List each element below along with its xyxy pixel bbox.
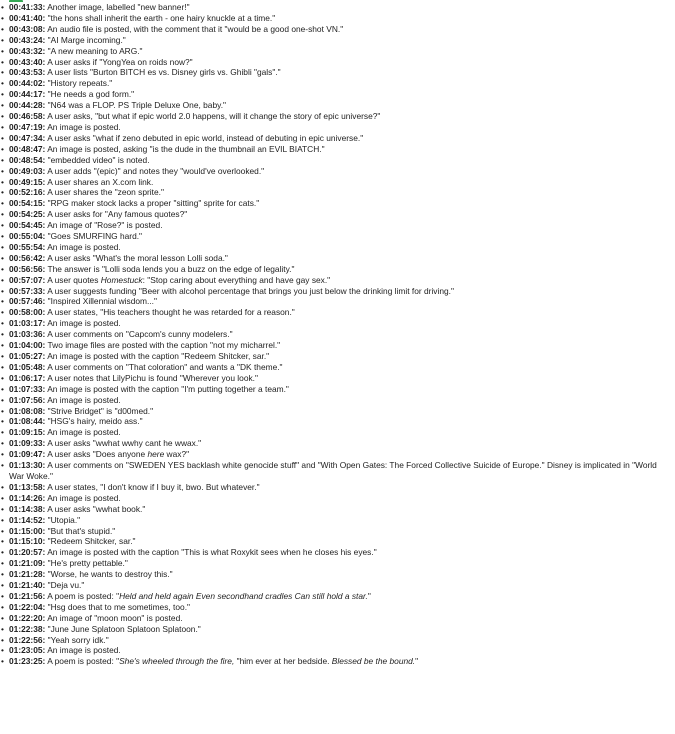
entry-text: " [367, 590, 371, 601]
timestamp: 01:07:33: [9, 383, 46, 394]
entry-text: A user shares the "zeon sprite." [45, 187, 164, 198]
entry-text: A poem is posted: " [45, 590, 120, 601]
entry-emphasis: Blessed be the bound. [331, 656, 416, 667]
log-entry [5, 296, 669, 307]
timestamp: 00:43:32: [9, 45, 46, 56]
entry-text: A user lists "Burton BITCH es vs. Disney girls vs. Ghibli "gals"." [45, 67, 281, 78]
log-entry [5, 187, 669, 198]
entry-text: An image of "Rose?" is posted. [45, 220, 163, 231]
entry-text: " [415, 656, 419, 667]
timestamp: 01:22:20: [9, 612, 46, 623]
log-entry [5, 449, 669, 460]
entry-text: An image is posted with the caption "This is what Roxykit sees when he closes his eyes." [45, 547, 377, 558]
timestamp: 01:20:57: [9, 547, 46, 558]
entry-text: "He needs a god form." [45, 89, 135, 100]
timestamp: 00:47:34: [9, 132, 46, 143]
timestamp: 00:41:33: [9, 2, 46, 12]
log-entry [5, 2, 669, 13]
timestamp: 01:23:05: [9, 645, 46, 656]
entry-text: A poem is posted: " [45, 656, 120, 667]
entry-emphasis: here [147, 449, 165, 460]
entry-text: "He's pretty pettable." [45, 558, 128, 569]
entry-text: A user asks if "YongYea on roids now?" [45, 56, 193, 67]
log-entry [5, 46, 669, 57]
entry-text: "HSG's hairy, meido ass." [45, 416, 143, 427]
timestamp: 01:21:56: [9, 590, 46, 601]
log-entry [5, 362, 669, 373]
log-entry [5, 78, 669, 89]
timestamp: 01:15:10: [9, 536, 46, 547]
entry-text: An image is posted. [45, 318, 121, 329]
entry-text: A user asks "Does anyone [45, 449, 148, 460]
entry-text: An image is posted. [45, 427, 121, 438]
timestamp: 00:49:03: [9, 165, 46, 176]
log-entry [5, 569, 669, 580]
log-entry [5, 89, 669, 100]
log-entry [5, 482, 669, 493]
entry-text: A user comments on "Capcom's cunny modelers." [45, 329, 233, 340]
log-entry [5, 318, 669, 329]
timestamp: 01:22:38: [9, 623, 46, 634]
timestamp: 01:07:56: [9, 394, 46, 405]
timestamp: 00:57:33: [9, 285, 46, 296]
timestamp: 01:09:15: [9, 427, 46, 438]
log-entry [5, 547, 669, 558]
log-entry [5, 286, 669, 297]
log-entry [5, 177, 669, 188]
log-entry [5, 406, 669, 417]
timestamp: 01:23:25: [9, 656, 46, 667]
timestamp: 01:21:40: [9, 580, 46, 591]
log-entry [5, 155, 669, 166]
timestamp: 00:54:45: [9, 220, 46, 231]
entry-text: A user asks "What's the moral lesson Lolli soda." [45, 252, 228, 263]
log-entry [5, 656, 669, 667]
timestamp: 01:04:00: [9, 340, 46, 351]
timestamp: 00:55:04: [9, 231, 46, 242]
log-entry [5, 416, 669, 427]
timestamp: 01:21:09: [9, 558, 46, 569]
entry-emphasis: She's wheeled through the fire, [119, 656, 235, 667]
timestamp: 01:09:47: [9, 449, 46, 460]
entry-text: The answer is "Lolli soda lends you a buzz on the edge of legality." [45, 263, 295, 274]
log-entry [5, 166, 669, 177]
log-entry [5, 242, 669, 253]
entry-text: A user comments on "SWEDEN YES backlash white genocide stuff" and "With Open Gates: The Forced Collective Suicide of Europe." Disney is implicated in "World War Woke." [9, 460, 657, 481]
timestamp: 00:44:02: [9, 78, 46, 89]
entry-text: A user states, "I don't know if I buy it, bwo. But whatever." [45, 481, 260, 492]
entry-text: "A new meaning to ARG." [45, 45, 143, 56]
entry-text: A user shares an X.com link. [45, 176, 154, 187]
timestamp: 00:48:47: [9, 143, 46, 154]
timestamp: 00:41:40: [9, 12, 46, 23]
timestamp: 00:49:15: [9, 176, 46, 187]
entry-text: "Hsg does that to me sometimes, too." [45, 601, 190, 612]
entry-text: "June June Splatoon Splatoon Splatoon." [45, 623, 201, 634]
log-entry [5, 231, 669, 242]
entry-text: An image of "moon moon" is posted. [45, 612, 183, 623]
entry-text: An image is posted. [45, 241, 121, 252]
entry-text: A user asks for "Any famous quotes?" [45, 209, 188, 220]
entry-text: : "Stop caring about everything and have gay sex." [142, 274, 331, 285]
timestamp: 01:08:08: [9, 405, 46, 416]
log-entry [5, 536, 669, 547]
log-entry [5, 591, 669, 602]
chat-log-list [5, 1, 669, 667]
log-entry [5, 220, 669, 231]
timestamp: 00:47:19: [9, 121, 46, 132]
log-entry [5, 373, 669, 384]
timestamp: 00:43:53: [9, 67, 46, 78]
entry-text: "Worse, he wants to destroy this." [45, 569, 173, 580]
entry-text: Another image, labelled "new banner!" [45, 2, 190, 12]
entry-text: "N64 was a FLOP. PS Triple Deluxe One, baby." [45, 100, 226, 111]
entry-text: "Inspired Xillennial wisdom..." [45, 296, 157, 307]
entry-text: An image is posted. [45, 645, 121, 656]
log-entry [5, 144, 669, 155]
timestamp: 00:44:17: [9, 89, 46, 100]
entry-text: An image is posted. [45, 492, 121, 503]
log-entry [5, 351, 669, 362]
timestamp: 01:09:33: [9, 438, 46, 449]
entry-text: "But that's stupid." [45, 525, 116, 536]
log-entry [5, 35, 669, 46]
timestamp: 01:03:17: [9, 318, 46, 329]
log-entry [5, 122, 669, 133]
entry-emphasis: Held and held again Even secondhand cradles Can still hold a star. [119, 590, 368, 601]
log-entry [5, 624, 669, 635]
log-entry [5, 111, 669, 122]
log-entry [5, 329, 669, 340]
timestamp: 00:43:08: [9, 23, 46, 34]
entry-text: An image is posted with the caption "I'm putting together a team." [45, 383, 289, 394]
log-entry [5, 340, 669, 351]
entry-text: "him ever at her bedside. [234, 656, 332, 667]
entry-text: A user asks "wwhat book." [45, 503, 146, 514]
entry-text: A user asks, "but what if epic world 2.0 happens, will it change the story of epic universe?" [45, 111, 381, 122]
timestamp: 00:54:15: [9, 198, 46, 209]
log-entry [5, 13, 669, 24]
timestamp: 00:55:54: [9, 241, 46, 252]
entry-text: "Goes SMURFING hard." [45, 231, 143, 242]
timestamp: 00:46:58: [9, 111, 46, 122]
log-entry [5, 264, 669, 275]
entry-text: An image is posted. [45, 121, 121, 132]
timestamp: 01:13:30: [9, 460, 46, 471]
timestamp: 00:43:24: [9, 34, 46, 45]
log-entry [5, 526, 669, 537]
entry-text: A user asks "wwhat wwhy cant he wwax." [45, 438, 202, 449]
timestamp: 00:56:42: [9, 252, 46, 263]
log-entry [5, 307, 669, 318]
timestamp: 01:15:00: [9, 525, 46, 536]
timestamp: 00:54:25: [9, 209, 46, 220]
log-entry [5, 209, 669, 220]
log-entry [5, 613, 669, 624]
entry-text: An image is posted. [45, 394, 121, 405]
entry-text: A user quotes [45, 274, 101, 285]
timestamp: 00:57:46: [9, 296, 46, 307]
timestamp: 00:43:40: [9, 56, 46, 67]
entry-text: "embedded video" is noted. [45, 154, 150, 165]
log-entry [5, 580, 669, 591]
timestamp: 01:08:44: [9, 416, 46, 427]
entry-text: An audio file is posted, with the comment that it "would be a good one-shot VN." [45, 23, 344, 34]
log-entry [5, 602, 669, 613]
entry-text: "AI Marge incoming." [45, 34, 126, 45]
entry-text: "History repeats." [45, 78, 113, 89]
entry-text: "Utopia." [45, 514, 81, 525]
log-entry [5, 384, 669, 395]
entry-text: "Redeem Shitcker, sar." [45, 536, 136, 547]
entry-text: wax?" [164, 449, 190, 460]
entry-text: "Strive Bridget" is "d00med." [45, 405, 154, 416]
log-entry [5, 558, 669, 569]
log-entry [5, 100, 669, 111]
entry-text: A user suggests funding "Beer with alcohol percentage that brings you just below the drinking limit for driving." [45, 285, 454, 296]
entry-text: "RPG maker stock lacks a proper "sitting" sprite for cats." [45, 198, 260, 209]
log-entry [5, 427, 669, 438]
log-entry [5, 24, 669, 35]
log-entry [5, 253, 669, 264]
log-entry [5, 198, 669, 209]
entry-emphasis: Homestuck [100, 274, 143, 285]
timestamp: 01:03:36: [9, 329, 46, 340]
entry-text: A user asks "what if zeno debuted in epic world, instead of debuting in epic universe." [45, 132, 364, 143]
entry-text: "Yeah sorry idk." [45, 634, 109, 645]
timestamp: 01:22:56: [9, 634, 46, 645]
entry-text: An image is posted with the caption "Redeem Shitcker, sar." [45, 351, 270, 361]
log-entry [5, 133, 669, 144]
timestamp: 01:14:26: [9, 492, 46, 503]
log-entry [5, 67, 669, 78]
entry-text: Two image files are posted with the caption "not my micharrel." [45, 340, 281, 351]
entry-text: A user states, "His teachers thought he was retarded for a reason." [45, 307, 295, 318]
timestamp: 01:21:28: [9, 569, 46, 580]
timestamp: 00:52:16: [9, 187, 46, 198]
timestamp: 01:13:58: [9, 481, 46, 492]
timestamp: 00:58:00: [9, 307, 46, 318]
entry-text: An image is posted, asking "is the dude in the thumbnail an EVIL BIATCH." [45, 143, 325, 154]
entry-text: A user notes that LilyPichu is found "Wherever you look." [45, 372, 258, 383]
timestamp: 00:48:54: [9, 154, 46, 165]
timestamp: 01:14:38: [9, 503, 46, 514]
timestamp: 00:56:56: [9, 263, 46, 274]
timestamp: 01:05:48: [9, 361, 46, 372]
entry-text: A user adds "(epic)" and notes they "would've overlooked." [45, 165, 265, 176]
timestamp: 01:22:04: [9, 601, 46, 612]
timestamp: 00:44:28: [9, 100, 46, 111]
entry-text: "Deja vu." [45, 580, 85, 591]
log-entry [5, 515, 669, 526]
entry-text: "the hons shall inherit the earth - one hairy knuckle at a time." [45, 12, 276, 23]
log-entry [5, 275, 669, 286]
timestamp: 01:05:27: [9, 351, 46, 361]
timestamp: 01:14:52: [9, 514, 46, 525]
log-entry [5, 504, 669, 515]
log-entry [5, 57, 669, 68]
log-entry [5, 493, 669, 504]
log-entry [5, 460, 669, 482]
log-entry [5, 635, 669, 646]
log-entry [5, 395, 669, 406]
timestamp: 00:57:07: [9, 274, 46, 285]
timestamp: 01:06:17: [9, 372, 46, 383]
log-entry [5, 645, 669, 656]
entry-text: A user comments on "That coloration" and wants a "DK theme." [45, 361, 283, 372]
log-entry [5, 438, 669, 449]
